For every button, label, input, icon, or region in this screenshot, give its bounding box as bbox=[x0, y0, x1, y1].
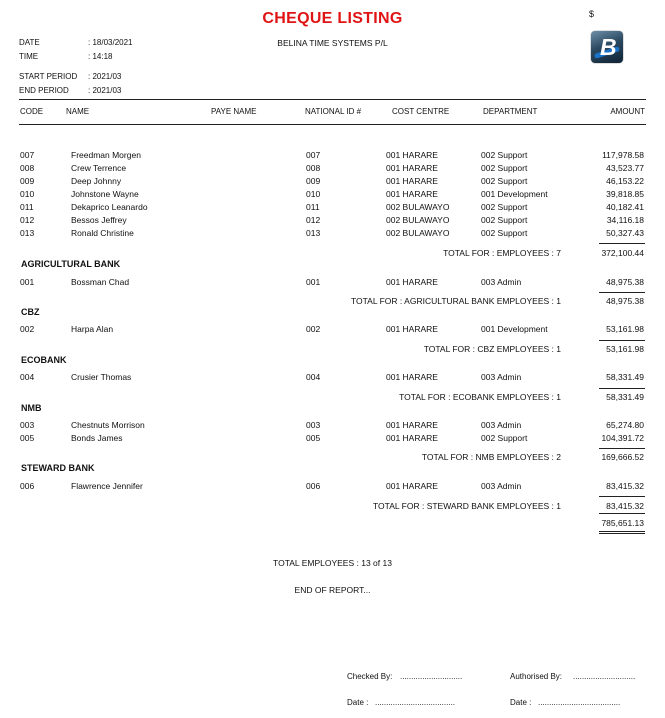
cell-cost-centre: 001 HARARE bbox=[386, 150, 438, 160]
start-period-value: : 2021/03 bbox=[88, 72, 122, 81]
cell-department: 003 Admin bbox=[481, 420, 522, 430]
cell-amount: 104,391.72 bbox=[601, 433, 644, 443]
cell-department: 003 Admin bbox=[481, 277, 522, 287]
group-heading: NMB bbox=[21, 403, 42, 413]
col-header-code: CODE bbox=[20, 107, 44, 116]
subtotal-rule bbox=[599, 243, 645, 244]
cell-code: 008 bbox=[20, 163, 35, 173]
table-row bbox=[0, 433, 665, 446]
cell-national-id: 013 bbox=[306, 228, 321, 238]
cell-national-id: 007 bbox=[306, 150, 321, 160]
cell-cost-centre: 001 HARARE bbox=[386, 176, 438, 186]
subtotal-label: TOTAL FOR : AGRICULTURAL BANK EMPLOYEES : 1 bbox=[350, 296, 561, 306]
subtotal-row bbox=[0, 344, 665, 357]
col-header-department: DEPARTMENT bbox=[483, 107, 538, 116]
table-row bbox=[0, 228, 665, 241]
subtotal-amount: 169,666.52 bbox=[601, 452, 644, 462]
subtotal-rule bbox=[599, 292, 645, 293]
cell-name: Flawrence Jennifer bbox=[71, 481, 143, 491]
cell-amount: 34,116.18 bbox=[606, 215, 644, 225]
cell-department: 002 Support bbox=[481, 228, 528, 238]
end-period-value: : 2021/03 bbox=[88, 86, 122, 95]
grand-total-rule-top bbox=[599, 513, 645, 514]
header-bottom-rule bbox=[19, 124, 646, 125]
cell-code: 003 bbox=[20, 420, 35, 430]
group-heading: AGRICULTURAL BANK bbox=[21, 259, 121, 269]
cell-national-id: 005 bbox=[306, 433, 321, 443]
cell-cost-centre: 001 HARARE bbox=[386, 433, 438, 443]
cell-amount: 40,182.41 bbox=[606, 202, 644, 212]
cell-code: 012 bbox=[20, 215, 35, 225]
cell-cost-centre: 002 BULAWAYO bbox=[386, 228, 450, 238]
cell-code: 010 bbox=[20, 189, 35, 199]
cell-code: 005 bbox=[20, 433, 35, 443]
cell-amount: 48,975.38 bbox=[606, 277, 644, 287]
cell-national-id: 004 bbox=[306, 372, 321, 382]
group-heading: STEWARD BANK bbox=[21, 463, 95, 473]
cell-amount: 117,978.58 bbox=[602, 150, 644, 160]
subtotal-amount: 372,100.44 bbox=[601, 248, 644, 258]
cell-code: 001 bbox=[20, 277, 35, 287]
grand-total-rule-2 bbox=[599, 533, 645, 534]
subtotal-label: TOTAL FOR : STEWARD BANK EMPLOYEES : 1 bbox=[373, 501, 561, 511]
cell-name: Ronald Christine bbox=[71, 228, 134, 238]
cell-national-id: 001 bbox=[306, 277, 321, 287]
time-value: : 14:18 bbox=[88, 52, 113, 61]
cell-cost-centre: 001 HARARE bbox=[386, 481, 438, 491]
grand-total-amount: 785,651.13 bbox=[601, 518, 644, 528]
cell-code: 013 bbox=[20, 228, 35, 238]
date-checked-label: Date : bbox=[347, 698, 369, 707]
cell-amount: 83,415.32 bbox=[606, 481, 644, 491]
cell-amount: 53,161.98 bbox=[606, 324, 644, 334]
cell-national-id: 006 bbox=[306, 481, 321, 491]
cell-department: 001 Development bbox=[481, 324, 548, 334]
grand-total-rule-1 bbox=[599, 531, 645, 532]
table-row bbox=[0, 324, 665, 337]
cell-code: 011 bbox=[20, 202, 34, 212]
date-authorised-label: Date : bbox=[510, 698, 532, 707]
cell-name: Freedman Morgen bbox=[71, 150, 141, 160]
cell-code: 004 bbox=[20, 372, 35, 382]
subtotal-amount: 83,415.32 bbox=[606, 501, 644, 511]
checked-by-line: ............................ bbox=[400, 672, 463, 681]
cell-cost-centre: 001 HARARE bbox=[386, 189, 438, 199]
authorised-by-line: ............................ bbox=[573, 672, 636, 681]
table-row bbox=[0, 202, 665, 215]
date-authorised-line: ..................................... bbox=[538, 698, 621, 707]
company-name: BELINA TIME SYSTEMS P/L bbox=[277, 38, 388, 48]
header-top-rule bbox=[19, 99, 646, 100]
cell-name: Harpa Alan bbox=[71, 324, 114, 334]
checked-by-label: Checked By: bbox=[347, 672, 393, 681]
subtotal-amount: 58,331.49 bbox=[606, 392, 644, 402]
table-row bbox=[0, 189, 665, 202]
table-row bbox=[0, 150, 665, 163]
cell-department: 002 Support bbox=[481, 202, 528, 212]
table-row bbox=[0, 176, 665, 189]
date-label: DATE bbox=[19, 38, 40, 47]
col-header-national-id: NATIONAL ID # bbox=[305, 107, 362, 116]
table-row bbox=[0, 372, 665, 385]
cell-code: 002 bbox=[20, 324, 35, 334]
col-header-cost-centre: COST CENTRE bbox=[392, 107, 450, 116]
table-row bbox=[0, 481, 665, 494]
subtotal-row bbox=[0, 296, 665, 309]
cell-name: Chestnuts Morrison bbox=[71, 420, 145, 430]
subtotal-label: TOTAL FOR : CBZ EMPLOYEES : 1 bbox=[423, 344, 561, 354]
group-heading: CBZ bbox=[21, 307, 40, 317]
cell-cost-centre: 001 HARARE bbox=[386, 163, 438, 173]
cell-department: 003 Admin bbox=[481, 481, 522, 491]
cell-amount: 46,153.22 bbox=[606, 176, 644, 186]
table-row bbox=[0, 163, 665, 176]
cell-cost-centre: 001 HARARE bbox=[386, 324, 438, 334]
cell-national-id: 008 bbox=[306, 163, 321, 173]
group-heading: ECOBANK bbox=[21, 355, 67, 365]
date-checked-line: .................................... bbox=[375, 698, 456, 707]
subtotal-amount: 48,975.38 bbox=[606, 296, 644, 306]
cell-name: Bonds James bbox=[71, 433, 123, 443]
subtotal-rule bbox=[599, 448, 645, 449]
cell-national-id: 010 bbox=[306, 189, 321, 199]
subtotal-rule bbox=[599, 388, 645, 389]
cell-department: 002 Support bbox=[481, 176, 528, 186]
subtotal-row bbox=[0, 452, 665, 465]
cell-cost-centre: 001 HARARE bbox=[386, 277, 438, 287]
cell-name: Crusier Thomas bbox=[71, 372, 132, 382]
corner-mark: $ bbox=[589, 9, 595, 19]
cell-amount: 43,523.77 bbox=[606, 163, 644, 173]
logo-letter: B bbox=[600, 34, 617, 60]
total-employees: TOTAL EMPLOYEES : 13 of 13 bbox=[273, 558, 392, 568]
time-label: TIME bbox=[19, 52, 39, 61]
cell-department: 002 Support bbox=[481, 215, 528, 225]
cell-department: 002 Support bbox=[481, 150, 528, 160]
report-title: CHEQUE LISTING bbox=[262, 10, 403, 27]
subtotal-row bbox=[0, 501, 665, 514]
cell-department: 003 Admin bbox=[481, 372, 522, 382]
grand-total-row bbox=[0, 518, 665, 531]
cell-name: Bessos Jeffrey bbox=[71, 215, 127, 225]
end-of-report: END OF REPORT... bbox=[294, 585, 371, 595]
cell-code: 006 bbox=[20, 481, 35, 491]
cell-amount: 50,327.43 bbox=[606, 228, 644, 238]
cell-national-id: 012 bbox=[306, 215, 321, 225]
cell-name: Dekaprico Leanardo bbox=[71, 202, 148, 212]
cell-amount: 65,274.80 bbox=[606, 420, 644, 430]
date-value: : 18/03/2021 bbox=[88, 38, 133, 47]
cell-name: Deep Johnny bbox=[71, 176, 122, 186]
cell-cost-centre: 001 HARARE bbox=[386, 420, 438, 430]
cell-department: 002 Support bbox=[481, 433, 528, 443]
subtotal-amount: 53,161.98 bbox=[606, 344, 644, 354]
subtotal-rule bbox=[599, 340, 645, 341]
subtotal-label: TOTAL FOR : NMB EMPLOYEES : 2 bbox=[421, 452, 561, 462]
cell-cost-centre: 002 BULAWAYO bbox=[386, 202, 450, 212]
col-header-amount: AMOUNT bbox=[610, 107, 645, 116]
cell-national-id: 003 bbox=[306, 420, 321, 430]
cell-amount: 39,818.85 bbox=[606, 189, 644, 199]
cell-code: 007 bbox=[20, 150, 35, 160]
cell-department: 001 Development bbox=[481, 189, 548, 199]
start-period-label: START PERIOD bbox=[19, 72, 78, 81]
subtotal-label: TOTAL FOR : EMPLOYEES : 7 bbox=[443, 248, 561, 258]
cell-cost-centre: 002 BULAWAYO bbox=[386, 215, 450, 225]
cell-national-id: 009 bbox=[306, 176, 321, 186]
cell-cost-centre: 001 HARARE bbox=[386, 372, 438, 382]
table-row bbox=[0, 420, 665, 433]
table-row bbox=[0, 277, 665, 290]
end-period-label: END PERIOD bbox=[19, 86, 69, 95]
cell-name: Crew Terrence bbox=[71, 163, 127, 173]
col-header-paye: PAYE NAME bbox=[211, 107, 257, 116]
cell-name: Johnstone Wayne bbox=[71, 189, 139, 199]
cell-department: 002 Support bbox=[481, 163, 528, 173]
cell-national-id: 002 bbox=[306, 324, 321, 334]
cell-national-id: 011 bbox=[306, 202, 320, 212]
table-row bbox=[0, 215, 665, 228]
cell-amount: 58,331.49 bbox=[606, 372, 644, 382]
subtotal-rule bbox=[599, 496, 645, 497]
subtotal-label: TOTAL FOR : ECOBANK EMPLOYEES : 1 bbox=[399, 392, 561, 402]
authorised-by-label: Authorised By: bbox=[510, 672, 563, 681]
cell-name: Bossman Chad bbox=[71, 277, 130, 287]
subtotal-row bbox=[0, 392, 665, 405]
col-header-name: NAME bbox=[66, 107, 90, 116]
cell-code: 009 bbox=[20, 176, 35, 186]
